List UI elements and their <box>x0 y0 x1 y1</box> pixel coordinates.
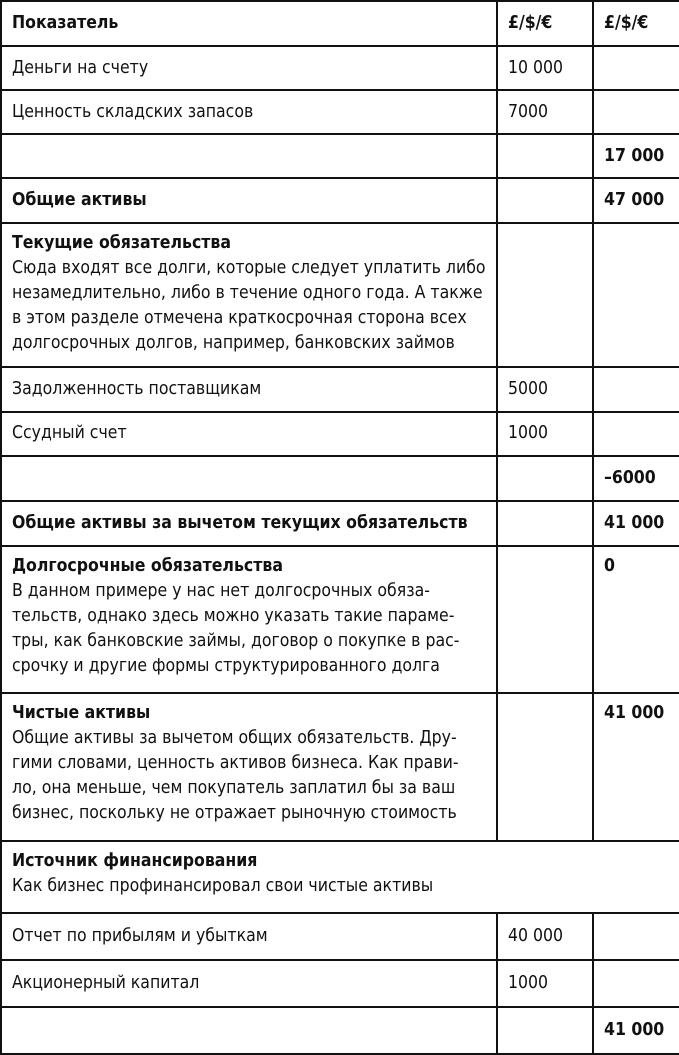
row-value-2 <box>593 412 679 456</box>
section-text-line: тельств, однако здесь можно указать такие параме- <box>12 605 455 626</box>
row-value-1: 10 000 <box>497 46 593 90</box>
row-label <box>1 456 497 501</box>
section-text-line: в этом разделе отмечена краткосрочная сторона всех <box>12 308 467 329</box>
section-row-funding-source <box>1 841 679 913</box>
section-cell <box>1 693 497 840</box>
section-cell <box>1 223 497 366</box>
table-row <box>1 367 679 412</box>
header-row <box>1 1 679 46</box>
section-text-line: незамедлительно, либо в течение одного года. А также <box>12 283 483 304</box>
header-currency-1: £/$/€ <box>497 1 593 46</box>
section-title: Чистые активы <box>12 703 151 724</box>
header-currency-2: £/$/€ <box>593 1 679 46</box>
row-label: Задолженность поставщикам <box>1 367 497 412</box>
section-row-current-liabilities <box>1 223 679 366</box>
row-value-2 <box>593 223 679 366</box>
row-value-1 <box>497 223 593 366</box>
row-value-1 <box>497 546 593 693</box>
row-value-1: 7000 <box>497 90 593 134</box>
row-label <box>1 134 497 178</box>
total-row <box>1 178 679 223</box>
row-value-1 <box>497 501 593 546</box>
section-row-long-term-liabilities <box>1 546 679 693</box>
row-label <box>1 1007 497 1054</box>
row-label: Ценность складских запасов <box>1 90 497 134</box>
row-value-2: 47 000 <box>593 178 679 223</box>
section-text-line: срочку и другие формы структурированного долга <box>12 655 440 676</box>
row-value-2 <box>593 960 679 1007</box>
row-value-1: 1000 <box>497 960 593 1007</box>
table-row <box>1 90 679 134</box>
table-row <box>1 46 679 90</box>
section-text-line: Как бизнес профинансировал свои чистые активы <box>12 875 434 896</box>
subtotal-row <box>1 134 679 178</box>
row-value-2: 41 000 <box>593 501 679 546</box>
row-label: Отчет по прибылям и убыткам <box>1 913 497 960</box>
section-text-line: В данном примере у нас нет долгосрочных обяза- <box>12 580 430 601</box>
section-cell <box>1 841 679 913</box>
row-label: Общие активы за вычетом текущих обязательств <box>1 501 497 546</box>
subtotal-row <box>1 456 679 501</box>
section-text-line: долгосрочных долгов, например, банковских займов <box>12 333 455 354</box>
section-cell <box>1 546 497 693</box>
row-value-2 <box>593 46 679 90</box>
row-value-2: –6000 <box>593 456 679 501</box>
section-title: Текущие обязательства <box>12 233 232 254</box>
row-value-2: 17 000 <box>593 134 679 178</box>
section-title: Долгосрочные обязательства <box>12 555 283 576</box>
row-value-2: 41 000 <box>593 1007 679 1054</box>
row-value-1 <box>497 134 593 178</box>
section-text-line: ло, она меньше, чем покупатель заплатил бы за ваш <box>12 778 456 799</box>
row-value-1: 1000 <box>497 412 593 456</box>
section-title: Источник финансирования <box>12 850 258 871</box>
row-value-2 <box>593 90 679 134</box>
row-value-2: 0 <box>593 546 679 693</box>
section-text-line: тры, как банковские займы, договор о покупке в рас- <box>12 630 460 651</box>
row-label: Ссудный счет <box>1 412 497 456</box>
row-value-1 <box>497 1007 593 1054</box>
row-value-1: 40 000 <box>497 913 593 960</box>
row-label: Акционерный капитал <box>1 960 497 1007</box>
section-text-line: Сюда входят все долги, которые следует уплатить либо <box>12 258 486 279</box>
header-indicator: Показатель <box>1 1 497 46</box>
row-value-2 <box>593 913 679 960</box>
row-value-1 <box>497 178 593 223</box>
row-value-2 <box>593 367 679 412</box>
row-value-1 <box>497 456 593 501</box>
row-value-1: 5000 <box>497 367 593 412</box>
section-text-line: гими словами, ценность активов бизнеса. Как прави- <box>12 753 459 774</box>
table-row <box>1 412 679 456</box>
table-row <box>1 913 679 960</box>
row-value-2: 41 000 <box>593 693 679 840</box>
section-row-net-assets <box>1 693 679 840</box>
row-label: Общие активы <box>1 178 497 223</box>
section-text-line: Общие активы за вычетом общих обязательств. Дру- <box>12 728 457 749</box>
row-value-1 <box>497 693 593 840</box>
total-row <box>1 1007 679 1054</box>
total-row <box>1 501 679 546</box>
table-row <box>1 960 679 1007</box>
row-label: Деньги на счету <box>1 46 497 90</box>
section-text-line: бизнес, поскольку не отражает рыночную стоимость <box>12 803 457 824</box>
